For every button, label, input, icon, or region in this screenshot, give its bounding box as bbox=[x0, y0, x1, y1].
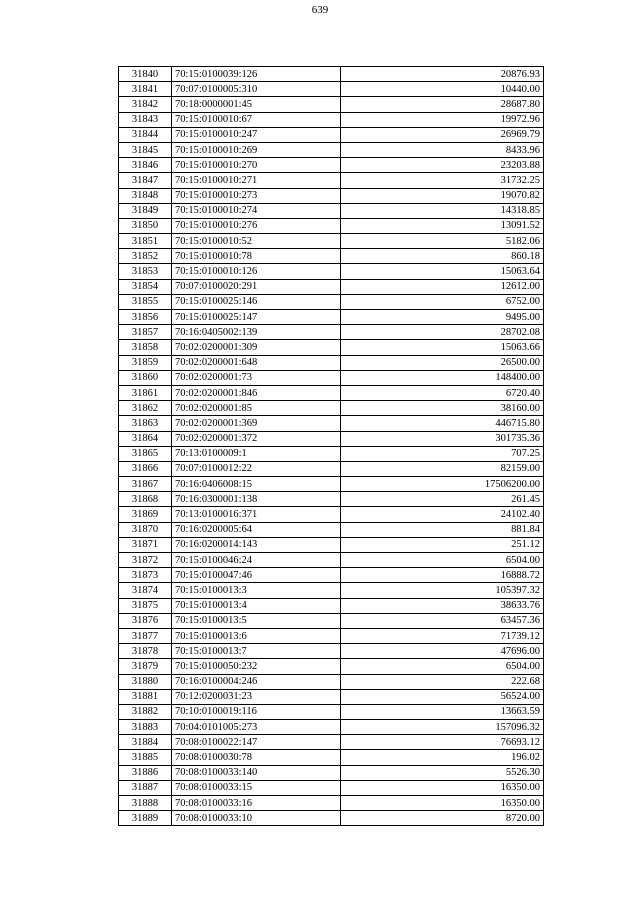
table-row bbox=[119, 142, 544, 157]
value-cell: 47696.00 bbox=[341, 644, 544, 659]
table-row bbox=[119, 522, 544, 537]
table-row bbox=[119, 796, 544, 811]
table-row bbox=[119, 340, 544, 355]
table-row bbox=[119, 127, 544, 142]
cadastral-number-cell: 70:08:0100033:15 bbox=[172, 780, 341, 795]
cadastral-number-cell: 70:02:0200001:372 bbox=[172, 431, 341, 446]
table-row bbox=[119, 583, 544, 598]
table-row bbox=[119, 446, 544, 461]
value-cell: 157096.32 bbox=[341, 720, 544, 735]
cadastral-number-cell: 70:15:0100010:273 bbox=[172, 188, 341, 203]
row-number-cell: 31884 bbox=[119, 735, 172, 750]
table-row bbox=[119, 735, 544, 750]
row-number-cell: 31861 bbox=[119, 385, 172, 400]
table-row bbox=[119, 234, 544, 249]
cadastral-number-cell: 70:08:0100033:16 bbox=[172, 796, 341, 811]
row-number-cell: 31853 bbox=[119, 264, 172, 279]
value-cell: 6504.00 bbox=[341, 553, 544, 568]
cadastral-number-cell: 70:10:0100019:116 bbox=[172, 704, 341, 719]
cadastral-number-cell: 70:15:0100050:232 bbox=[172, 659, 341, 674]
table-row bbox=[119, 553, 544, 568]
cadastral-number-cell: 70:07:0100012:22 bbox=[172, 461, 341, 476]
table-row bbox=[119, 67, 544, 82]
row-number-cell: 31870 bbox=[119, 522, 172, 537]
value-cell: 881.84 bbox=[341, 522, 544, 537]
value-cell: 196.02 bbox=[341, 750, 544, 765]
value-cell: 251.12 bbox=[341, 537, 544, 552]
value-cell: 17506200.00 bbox=[341, 477, 544, 492]
table-row bbox=[119, 720, 544, 735]
cadastral-number-cell: 70:15:0100010:274 bbox=[172, 203, 341, 218]
table-row bbox=[119, 370, 544, 385]
cadastral-number-cell: 70:16:0200005:64 bbox=[172, 522, 341, 537]
value-cell: 19972.96 bbox=[341, 112, 544, 127]
row-number-cell: 31856 bbox=[119, 310, 172, 325]
value-cell: 20876.93 bbox=[341, 67, 544, 82]
table-row bbox=[119, 811, 544, 826]
row-number-cell: 31881 bbox=[119, 689, 172, 704]
cadastral-number-cell: 70:15:0100013:7 bbox=[172, 644, 341, 659]
value-cell: 6720.40 bbox=[341, 385, 544, 400]
row-number-cell: 31848 bbox=[119, 188, 172, 203]
table-row bbox=[119, 173, 544, 188]
value-cell: 19070.82 bbox=[341, 188, 544, 203]
row-number-cell: 31867 bbox=[119, 477, 172, 492]
value-cell: 5182.06 bbox=[341, 234, 544, 249]
value-cell: 24102.40 bbox=[341, 507, 544, 522]
table-row bbox=[119, 568, 544, 583]
row-number-cell: 31874 bbox=[119, 583, 172, 598]
cadastral-number-cell: 70:15:0100010:126 bbox=[172, 264, 341, 279]
row-number-cell: 31855 bbox=[119, 294, 172, 309]
cadastral-number-cell: 70:15:0100039:126 bbox=[172, 67, 341, 82]
value-cell: 26969.79 bbox=[341, 127, 544, 142]
value-cell: 12612.00 bbox=[341, 279, 544, 294]
table-row bbox=[119, 750, 544, 765]
row-number-cell: 31887 bbox=[119, 780, 172, 795]
row-number-cell: 31854 bbox=[119, 279, 172, 294]
table-row bbox=[119, 401, 544, 416]
table-row bbox=[119, 461, 544, 476]
row-number-cell: 31872 bbox=[119, 553, 172, 568]
row-number-cell: 31844 bbox=[119, 127, 172, 142]
value-cell: 222.68 bbox=[341, 674, 544, 689]
table-row bbox=[119, 780, 544, 795]
table-row bbox=[119, 310, 544, 325]
value-cell: 56524.00 bbox=[341, 689, 544, 704]
row-number-cell: 31864 bbox=[119, 431, 172, 446]
cadastral-number-cell: 70:16:0405002:139 bbox=[172, 325, 341, 340]
cadastral-number-cell: 70:08:0100030:78 bbox=[172, 750, 341, 765]
value-cell: 8433.96 bbox=[341, 142, 544, 157]
row-number-cell: 31878 bbox=[119, 644, 172, 659]
value-cell: 707.25 bbox=[341, 446, 544, 461]
cadastral-number-cell: 70:07:0100005:310 bbox=[172, 82, 341, 97]
cadastral-number-cell: 70:08:0100022:147 bbox=[172, 735, 341, 750]
table-row bbox=[119, 431, 544, 446]
value-cell: 71739.12 bbox=[341, 628, 544, 643]
cadastral-number-cell: 70:15:0100010:78 bbox=[172, 249, 341, 264]
value-cell: 10440.00 bbox=[341, 82, 544, 97]
cadastral-number-cell: 70:16:0200014:143 bbox=[172, 537, 341, 552]
cadastral-number-cell: 70:16:0100004:246 bbox=[172, 674, 341, 689]
value-cell: 13091.52 bbox=[341, 218, 544, 233]
table-row bbox=[119, 325, 544, 340]
row-number-cell: 31841 bbox=[119, 82, 172, 97]
table-row bbox=[119, 97, 544, 112]
table-row bbox=[119, 644, 544, 659]
cadastral-number-cell: 70:15:0100013:6 bbox=[172, 628, 341, 643]
table-row bbox=[119, 659, 544, 674]
value-cell: 301735.36 bbox=[341, 431, 544, 446]
cadastral-number-cell: 70:16:0406008:15 bbox=[172, 477, 341, 492]
table-row bbox=[119, 218, 544, 233]
cadastral-number-cell: 70:15:0100013:4 bbox=[172, 598, 341, 613]
table-row bbox=[119, 674, 544, 689]
cadastral-number-cell: 70:13:0100009:1 bbox=[172, 446, 341, 461]
table-row bbox=[119, 507, 544, 522]
cadastral-number-cell: 70:04:0101005:273 bbox=[172, 720, 341, 735]
row-number-cell: 31862 bbox=[119, 401, 172, 416]
value-cell: 860.18 bbox=[341, 249, 544, 264]
cadastral-number-cell: 70:15:0100010:276 bbox=[172, 218, 341, 233]
value-cell: 13663.59 bbox=[341, 704, 544, 719]
table-row bbox=[119, 188, 544, 203]
value-cell: 105397.32 bbox=[341, 583, 544, 598]
row-number-cell: 31885 bbox=[119, 750, 172, 765]
row-number-cell: 31840 bbox=[119, 67, 172, 82]
cadastral-number-cell: 70:15:0100010:270 bbox=[172, 158, 341, 173]
value-cell: 16888.72 bbox=[341, 568, 544, 583]
cadastral-number-cell: 70:18:0000001:45 bbox=[172, 97, 341, 112]
table-row bbox=[119, 294, 544, 309]
value-cell: 28702.08 bbox=[341, 325, 544, 340]
table-row bbox=[119, 613, 544, 628]
table-row bbox=[119, 355, 544, 370]
row-number-cell: 31883 bbox=[119, 720, 172, 735]
value-cell: 5526.30 bbox=[341, 765, 544, 780]
value-cell: 28687.80 bbox=[341, 97, 544, 112]
cadastral-number-cell: 70:15:0100047:46 bbox=[172, 568, 341, 583]
cadastral-number-cell: 70:02:0200001:73 bbox=[172, 370, 341, 385]
table-row bbox=[119, 82, 544, 97]
table-row bbox=[119, 492, 544, 507]
table-row bbox=[119, 249, 544, 264]
value-cell: 26500.00 bbox=[341, 355, 544, 370]
value-cell: 82159.00 bbox=[341, 461, 544, 476]
row-number-cell: 31860 bbox=[119, 370, 172, 385]
value-cell: 6504.00 bbox=[341, 659, 544, 674]
row-number-cell: 31876 bbox=[119, 613, 172, 628]
row-number-cell: 31850 bbox=[119, 218, 172, 233]
value-cell: 38160.00 bbox=[341, 401, 544, 416]
row-number-cell: 31857 bbox=[119, 325, 172, 340]
row-number-cell: 31849 bbox=[119, 203, 172, 218]
cadastral-number-cell: 70:15:0100010:271 bbox=[172, 173, 341, 188]
table-row bbox=[119, 689, 544, 704]
table-row bbox=[119, 264, 544, 279]
table-row bbox=[119, 385, 544, 400]
cadastral-number-cell: 70:02:0200001:846 bbox=[172, 385, 341, 400]
row-number-cell: 31842 bbox=[119, 97, 172, 112]
cadastral-number-cell: 70:13:0100016:371 bbox=[172, 507, 341, 522]
row-number-cell: 31869 bbox=[119, 507, 172, 522]
table-body bbox=[119, 67, 544, 826]
row-number-cell: 31886 bbox=[119, 765, 172, 780]
row-number-cell: 31888 bbox=[119, 796, 172, 811]
value-cell: 38633.76 bbox=[341, 598, 544, 613]
table-row bbox=[119, 765, 544, 780]
value-cell: 15063.66 bbox=[341, 340, 544, 355]
row-number-cell: 31851 bbox=[119, 234, 172, 249]
value-cell: 6752.00 bbox=[341, 294, 544, 309]
row-number-cell: 31868 bbox=[119, 492, 172, 507]
value-cell: 15063.64 bbox=[341, 264, 544, 279]
cadastral-number-cell: 70:02:0200001:648 bbox=[172, 355, 341, 370]
cadastral-number-cell: 70:08:0100033:10 bbox=[172, 811, 341, 826]
cadastral-number-cell: 70:15:0100010:52 bbox=[172, 234, 341, 249]
value-cell: 31732.25 bbox=[341, 173, 544, 188]
cadastral-number-cell: 70:02:0200001:369 bbox=[172, 416, 341, 431]
row-number-cell: 31871 bbox=[119, 537, 172, 552]
table-row bbox=[119, 598, 544, 613]
table-row bbox=[119, 158, 544, 173]
row-number-cell: 31865 bbox=[119, 446, 172, 461]
value-cell: 9495.00 bbox=[341, 310, 544, 325]
row-number-cell: 31889 bbox=[119, 811, 172, 826]
cadastral-number-cell: 70:15:0100010:67 bbox=[172, 112, 341, 127]
value-cell: 16350.00 bbox=[341, 780, 544, 795]
value-cell: 23203.88 bbox=[341, 158, 544, 173]
value-cell: 446715.80 bbox=[341, 416, 544, 431]
row-number-cell: 31847 bbox=[119, 173, 172, 188]
value-cell: 14318.85 bbox=[341, 203, 544, 218]
value-cell: 16350.00 bbox=[341, 796, 544, 811]
cadastral-number-cell: 70:15:0100025:146 bbox=[172, 294, 341, 309]
row-number-cell: 31873 bbox=[119, 568, 172, 583]
cadastral-number-cell: 70:08:0100033:140 bbox=[172, 765, 341, 780]
cadastral-number-cell: 70:02:0200001:85 bbox=[172, 401, 341, 416]
row-number-cell: 31852 bbox=[119, 249, 172, 264]
cadastral-number-cell: 70:15:0100025:147 bbox=[172, 310, 341, 325]
row-number-cell: 31859 bbox=[119, 355, 172, 370]
table-row bbox=[119, 628, 544, 643]
table-row bbox=[119, 203, 544, 218]
value-cell: 8720.00 bbox=[341, 811, 544, 826]
cadastral-number-cell: 70:07:0100020:291 bbox=[172, 279, 341, 294]
row-number-cell: 31879 bbox=[119, 659, 172, 674]
row-number-cell: 31863 bbox=[119, 416, 172, 431]
value-cell: 148400.00 bbox=[341, 370, 544, 385]
table-row bbox=[119, 537, 544, 552]
row-number-cell: 31858 bbox=[119, 340, 172, 355]
row-number-cell: 31880 bbox=[119, 674, 172, 689]
cadastral-number-cell: 70:15:0100013:5 bbox=[172, 613, 341, 628]
row-number-cell: 31843 bbox=[119, 112, 172, 127]
table-row bbox=[119, 279, 544, 294]
value-cell: 261.45 bbox=[341, 492, 544, 507]
row-number-cell: 31866 bbox=[119, 461, 172, 476]
row-number-cell: 31845 bbox=[119, 142, 172, 157]
row-number-cell: 31877 bbox=[119, 628, 172, 643]
value-cell: 63457.36 bbox=[341, 613, 544, 628]
page-number: 639 bbox=[311, 4, 329, 16]
cadastral-number-cell: 70:12:0200031:23 bbox=[172, 689, 341, 704]
cadastral-number-cell: 70:15:0100013:3 bbox=[172, 583, 341, 598]
cadastral-number-cell: 70:15:0100010:247 bbox=[172, 127, 341, 142]
table-row bbox=[119, 112, 544, 127]
row-number-cell: 31846 bbox=[119, 158, 172, 173]
value-cell: 76693.12 bbox=[341, 735, 544, 750]
table-row bbox=[119, 416, 544, 431]
cadastral-number-cell: 70:15:0100046:24 bbox=[172, 553, 341, 568]
registry-table bbox=[118, 66, 544, 826]
table-row bbox=[119, 704, 544, 719]
row-number-cell: 31882 bbox=[119, 704, 172, 719]
cadastral-number-cell: 70:02:0200001:309 bbox=[172, 340, 341, 355]
table-row bbox=[119, 477, 544, 492]
cadastral-number-cell: 70:16:0300001:138 bbox=[172, 492, 341, 507]
row-number-cell: 31875 bbox=[119, 598, 172, 613]
cadastral-number-cell: 70:15:0100010:269 bbox=[172, 142, 341, 157]
